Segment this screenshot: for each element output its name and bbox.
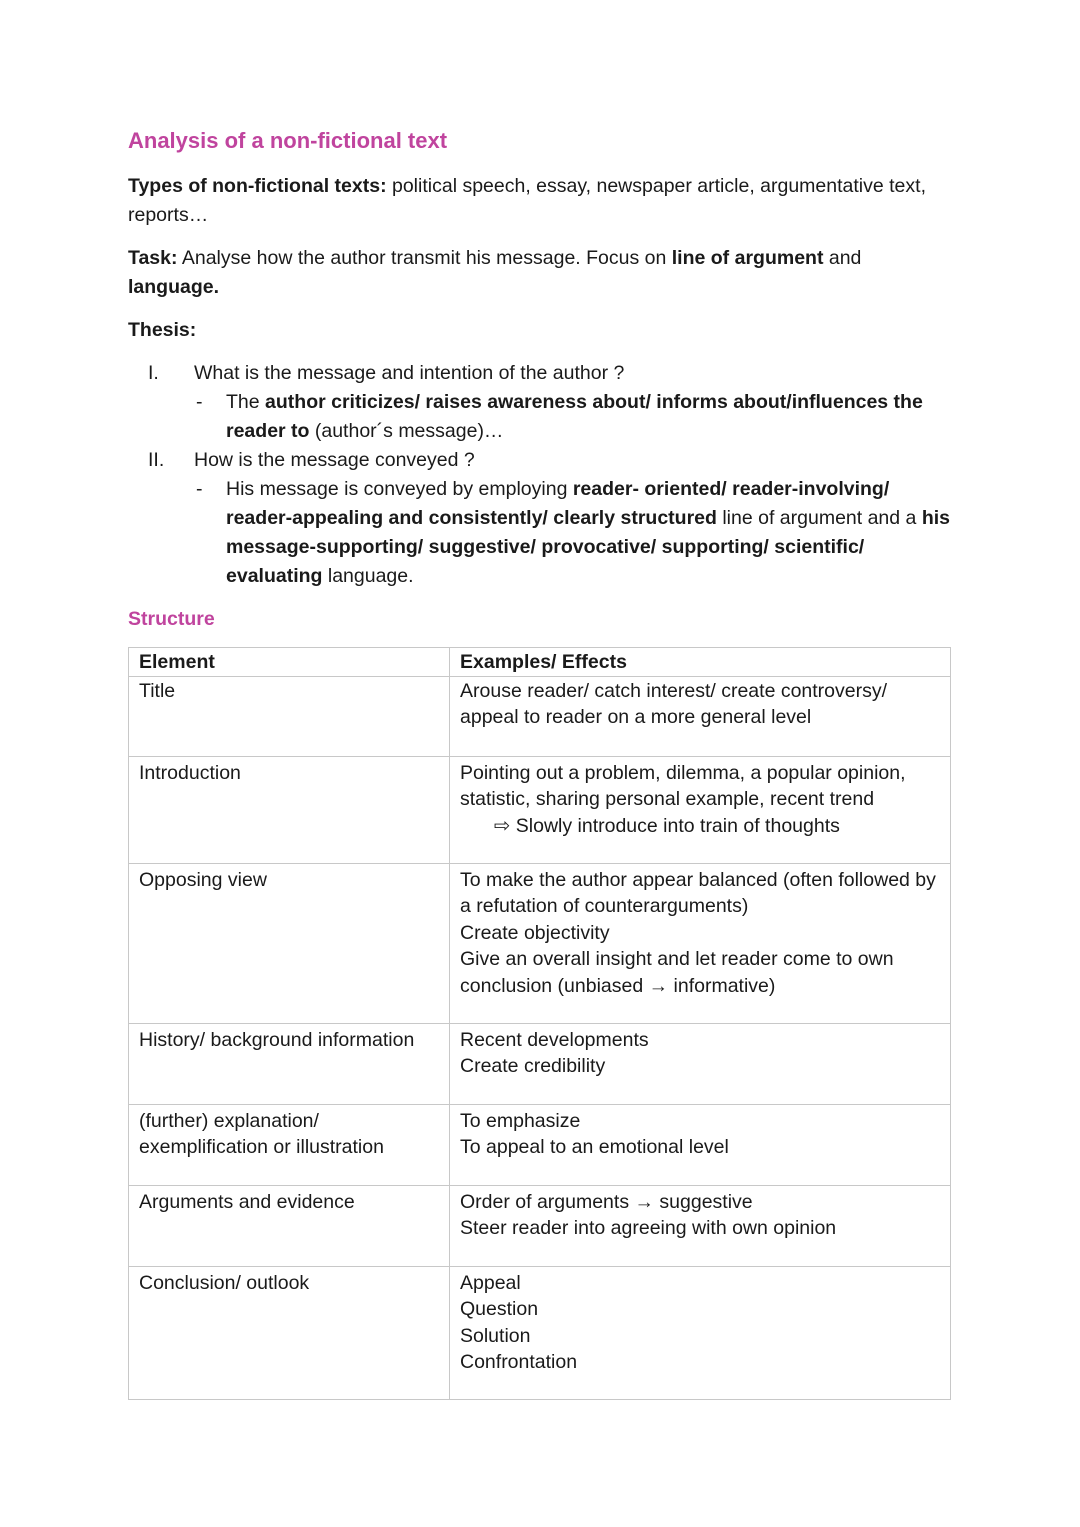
task-label: Task: [128, 247, 178, 270]
outline-text: language. [322, 565, 414, 588]
types-label: Types of non-fictional texts: [128, 175, 387, 198]
outline-bold-text: reader- oriented/ reader-involving/ reader-appealing and consistently/ clearly structured [226, 478, 890, 530]
effect-line: Arouse reader/ catch interest/ create controversy/ appeal to reader on a more general level [460, 679, 888, 729]
thesis-outline [128, 359, 952, 591]
row-effects [450, 1185, 951, 1266]
outline-text: The [226, 391, 266, 414]
outline-bold-text: author criticizes/ raises awareness about/ informs about/influences the reader to [226, 391, 923, 443]
effect-line: To emphasize [460, 1109, 581, 1132]
effect-line: Solution [460, 1324, 531, 1347]
effect-line: Create credibility [460, 1055, 606, 1078]
outline-number: II. [148, 449, 165, 472]
row-effects [450, 863, 951, 1023]
task-paragraph [128, 244, 952, 302]
row-element: (further) explanation/ exemplification or illustration [129, 1104, 450, 1185]
task-text-and: and [823, 247, 862, 270]
row-element: Title [129, 676, 450, 756]
arrow-right-icon: ⇨ [494, 814, 511, 837]
table-row [129, 1185, 951, 1266]
thesis-label: Thesis: [128, 319, 197, 342]
table-row [129, 1104, 951, 1185]
effect-line: Pointing out a problem, dilemma, a popular opinion, statistic, sharing personal example, recent trend [460, 761, 906, 811]
types-paragraph [128, 172, 952, 230]
outline-text: line of argument and a [716, 507, 922, 530]
dash-bullet: - [196, 478, 203, 501]
task-bold-language: language. [128, 276, 220, 299]
outline-item-1 [128, 359, 952, 388]
outline-subitem-2 [128, 475, 952, 591]
row-element: Introduction [129, 756, 450, 863]
types-text: political speech, essay, newspaper article, argumentative text, reports… [128, 175, 926, 227]
row-element: Opposing view [129, 863, 450, 1023]
row-effects [450, 676, 951, 756]
task-text: Analyse how the author transmit his message. Focus on [177, 247, 672, 270]
table-row [129, 1266, 951, 1399]
table-row [129, 1023, 951, 1104]
outline-text: His message is conveyed by employing [226, 478, 573, 501]
document-title: Analysis of a non-fictional text [128, 128, 448, 153]
table-row [129, 676, 951, 756]
outline-question: How is the message conveyed ? [194, 449, 475, 472]
effect-arrow-line [460, 813, 940, 840]
outline-bold-text: his message-supporting/ suggestive/ provocative/ supporting/ scientific/ evaluating [226, 507, 950, 588]
effect-line: Recent developments [460, 1028, 649, 1051]
effect-line: Order of arguments → suggestive [460, 1190, 753, 1213]
row-effects [450, 1266, 951, 1399]
effect-line: Question [460, 1298, 539, 1321]
header-element: Element [129, 648, 450, 677]
row-element: Arguments and evidence [129, 1185, 450, 1266]
effect-line: To make the author appear balanced (often followed by a refutation of counterarguments) [460, 868, 936, 918]
row-element: Conclusion/ outlook [129, 1266, 450, 1399]
effect-line: Give an overall insight and let reader come to own conclusion (unbiased → informative) [460, 948, 894, 997]
outline-item-2 [128, 446, 952, 475]
outline-question: What is the message and intention of the author ? [194, 362, 625, 385]
outline-number: I. [148, 362, 159, 385]
effect-line: To appeal to an emotional level [460, 1136, 729, 1159]
row-effects [450, 1104, 951, 1185]
header-effects: Examples/ Effects [450, 648, 951, 677]
table-header-row [129, 648, 951, 677]
structure-heading: Structure [128, 608, 215, 631]
effect-arrow-text: Slowly introduce into train of thoughts [515, 814, 840, 837]
dash-bullet: - [196, 391, 203, 414]
effect-line: Steer reader into agreeing with own opinion [460, 1217, 837, 1240]
row-effects [450, 1023, 951, 1104]
outline-subitem-1 [128, 388, 952, 446]
effect-line: Confrontation [460, 1351, 578, 1374]
effect-line: Appeal [460, 1271, 521, 1294]
table-row [129, 756, 951, 863]
effect-line: Create objectivity [460, 921, 610, 944]
row-element: History/ background information [129, 1023, 450, 1104]
task-bold-line-of-argument: line of argument [671, 247, 824, 270]
table-row [129, 863, 951, 1023]
document-page [128, 128, 952, 1400]
structure-table [128, 647, 951, 1400]
row-effects [450, 756, 951, 863]
outline-text: (author´s message)… [309, 420, 504, 443]
